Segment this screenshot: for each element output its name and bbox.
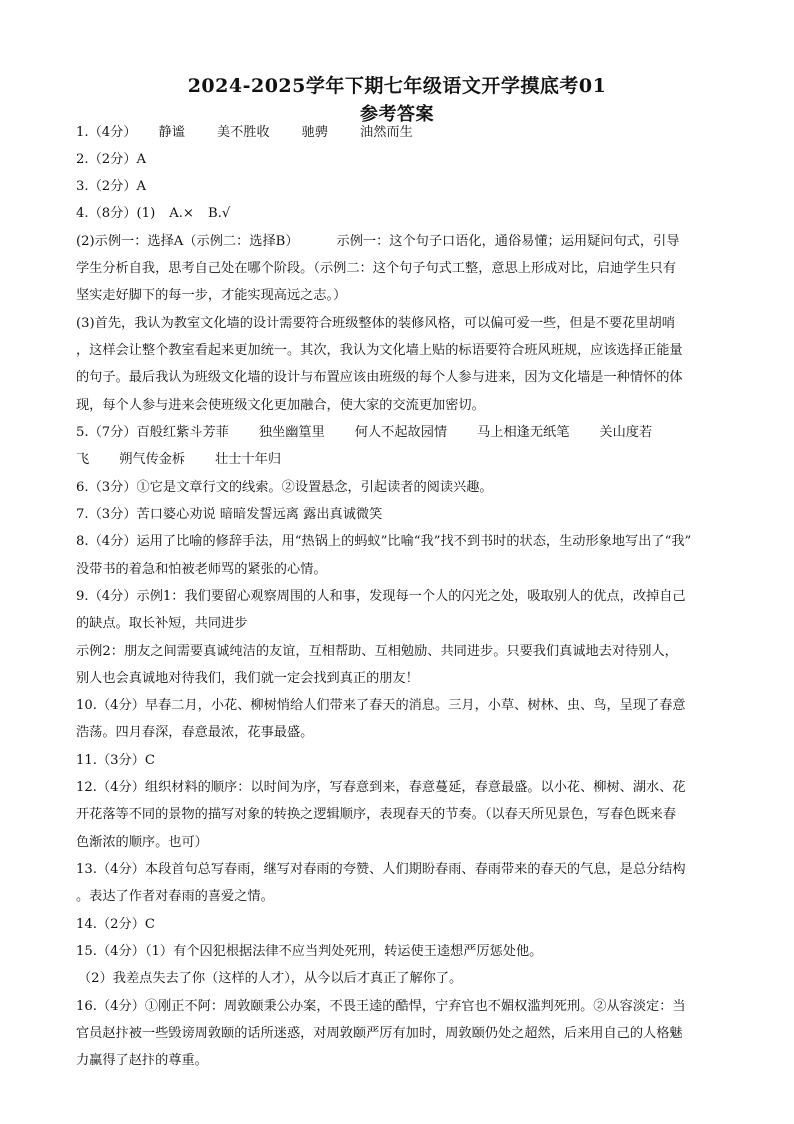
answer-line: 没带书的着急和怕被老师骂的紧张的心情。 xyxy=(76,562,327,577)
answer-line: 示例2：朋友之间需要真诚纯洁的友谊，互相帮助、互相勉励、共同进步。只要我们真诚地去对待别人， xyxy=(76,644,678,659)
answer-word: 美不胜收 xyxy=(216,125,270,140)
answer-text: 示例一：这个句子口语化，通俗易懂；运用疑问句式，引导 xyxy=(336,234,680,249)
answer-line: 8.（4分）运用了比喻的修辞手法，用“热锅上的蚂蚁”比喻“我”找不到书时的状态，生动形象地写出了“我” xyxy=(76,534,692,549)
answer-line: 开花落等不同的景物的描写对象的转换之逻辑顺序，表现春天的节奏。（以春天所见景色，写春色既来春 xyxy=(76,807,677,822)
answer-line: 。表达了作者对春雨的喜爱之情。 xyxy=(76,889,274,904)
answer-text: (2)示例一：选择A（示例二：选择B） xyxy=(76,234,299,249)
answer-line: 2.（2分）A xyxy=(76,152,147,167)
answer-line: 15.（4分）（1）有个囚犯根据法律不应当判处死刑，转运使王逵想严厉惩处他。 xyxy=(76,944,543,959)
answer-word: 油然而生 xyxy=(360,125,413,140)
answer-number: 1.（4分） xyxy=(76,125,137,140)
answer-line: ，这样会让整个教室看起来更加统一。其次，我认为文化墙上贴的标语要符合班风班规，应该选择正能量 xyxy=(76,343,683,358)
answer-line: 10.（4分）早春二月，小花、柳树悄给人们带来了春天的消息。三月，小草、树林、虫、鸟，呈现了春意 xyxy=(76,698,686,713)
answer-line: 的句子。最后我认为班级文化墙的设计与布置应该由班级的每个人参与进来，因为文化墙是一种情怀的体 xyxy=(76,370,683,385)
answer-line: 16.（4分）①刚正不阿：周敦颐秉公办案，不畏王逵的酷悍，宁弃官也不媚权滥判死刑。②从容淡定：当 xyxy=(76,999,686,1014)
answer-text: 关山度若 xyxy=(599,425,653,440)
answer-line: 12.（4分）组织材料的顺序：以时间为序，写春意到来，春意蔓延，春意最盛。以小花、柳树、湖水、花 xyxy=(76,780,686,795)
answer-word: 驰骋 xyxy=(301,125,329,140)
answer-number: 4.（8分）(1) xyxy=(76,206,156,221)
answer-text: 5.（7分）百般红紫斗芳菲 xyxy=(76,425,229,440)
answer-line: 浩荡。四月春深，春意最浓，花事最盛。 xyxy=(76,725,314,740)
answer-line: 现，每个人参与进来会使班级文化更加融合，使大家的交流更加密切。 xyxy=(76,398,485,413)
page-subtitle: 参考答案 xyxy=(360,104,434,125)
answer-line xyxy=(76,233,679,251)
answer-line: 坚实走好脚下的每一步，才能实现高远之志。） xyxy=(76,288,347,303)
answer-line: 14.（2分）C xyxy=(76,917,156,932)
answer-line: 官员赵抃被一些毁谤周敦颐的话所迷惑，对周敦颐严厉有加时，周敦颐仍处之超然，后来用自己的人格魅 xyxy=(76,1026,683,1041)
answer-text: 独坐幽篁里 xyxy=(258,425,325,440)
answer-line: 的缺点。取长补短，共同进步 xyxy=(76,616,248,631)
answer-line: (3)首先，我认为教室文化墙的设计需要符合班级整体的装修风格，可以偏可爱一些，但是不要花里胡哨 xyxy=(76,316,675,331)
answer-line: 9.（4分）示例1：我们要留心观察周围的人和事，发现每一个人的闪光之处，吸取别人的优点，改掉自己 xyxy=(76,589,686,604)
answer-text: 马上相逢无纸笔 xyxy=(477,425,570,440)
answer-text: 朔气传金柝 xyxy=(119,452,186,467)
answer-text: 飞 xyxy=(76,452,90,467)
answer-text: 壮士十年归 xyxy=(215,452,282,467)
answer-line: 7.（3分）苦口婆心劝说 暗暗发誓远离 露出真诚微笑 xyxy=(76,507,383,522)
answer-text: 何人不起故园情 xyxy=(354,425,448,440)
answer-line: 6.（3分）①它是文章行文的线索。②设置悬念，引起读者的阅读兴趣。 xyxy=(76,480,493,495)
answer-line: 3.（2分）A xyxy=(76,179,147,194)
answer-line xyxy=(76,451,281,469)
answer-line: （2）我差点失去了你（这样的人才），从今以后才真正了解你了。 xyxy=(78,971,463,986)
answer-word: A.× xyxy=(169,206,194,221)
answer-line: 学生分析自我，思考自己处在哪个阶段。（示例二：这个句子句式工整，意思上形成对比，启迪学生只有 xyxy=(76,261,677,276)
answer-line: 13.（4分）本段首句总写春雨，继写对春雨的夸赞、人们期盼春雨、春雨带来的春天的气息，是总分结构 xyxy=(76,862,686,877)
page-title: 2024-2025学年下期七年级语文开学摸底考01 xyxy=(187,75,607,97)
answer-line xyxy=(76,205,230,223)
answer-line xyxy=(76,424,652,442)
answer-line: 力赢得了赵抃的尊重。 xyxy=(76,1053,208,1068)
answer-word: B.√ xyxy=(207,206,231,221)
answer-line xyxy=(76,124,413,142)
answer-line: 11.（3分）C xyxy=(76,753,156,768)
answer-word: 静谧 xyxy=(158,125,185,140)
answer-line: 别人也会真诚地对待我们，我们就一定会找到真正的朋友！ xyxy=(76,671,419,686)
answer-line: 色渐浓的顺序。也可） xyxy=(76,835,208,850)
